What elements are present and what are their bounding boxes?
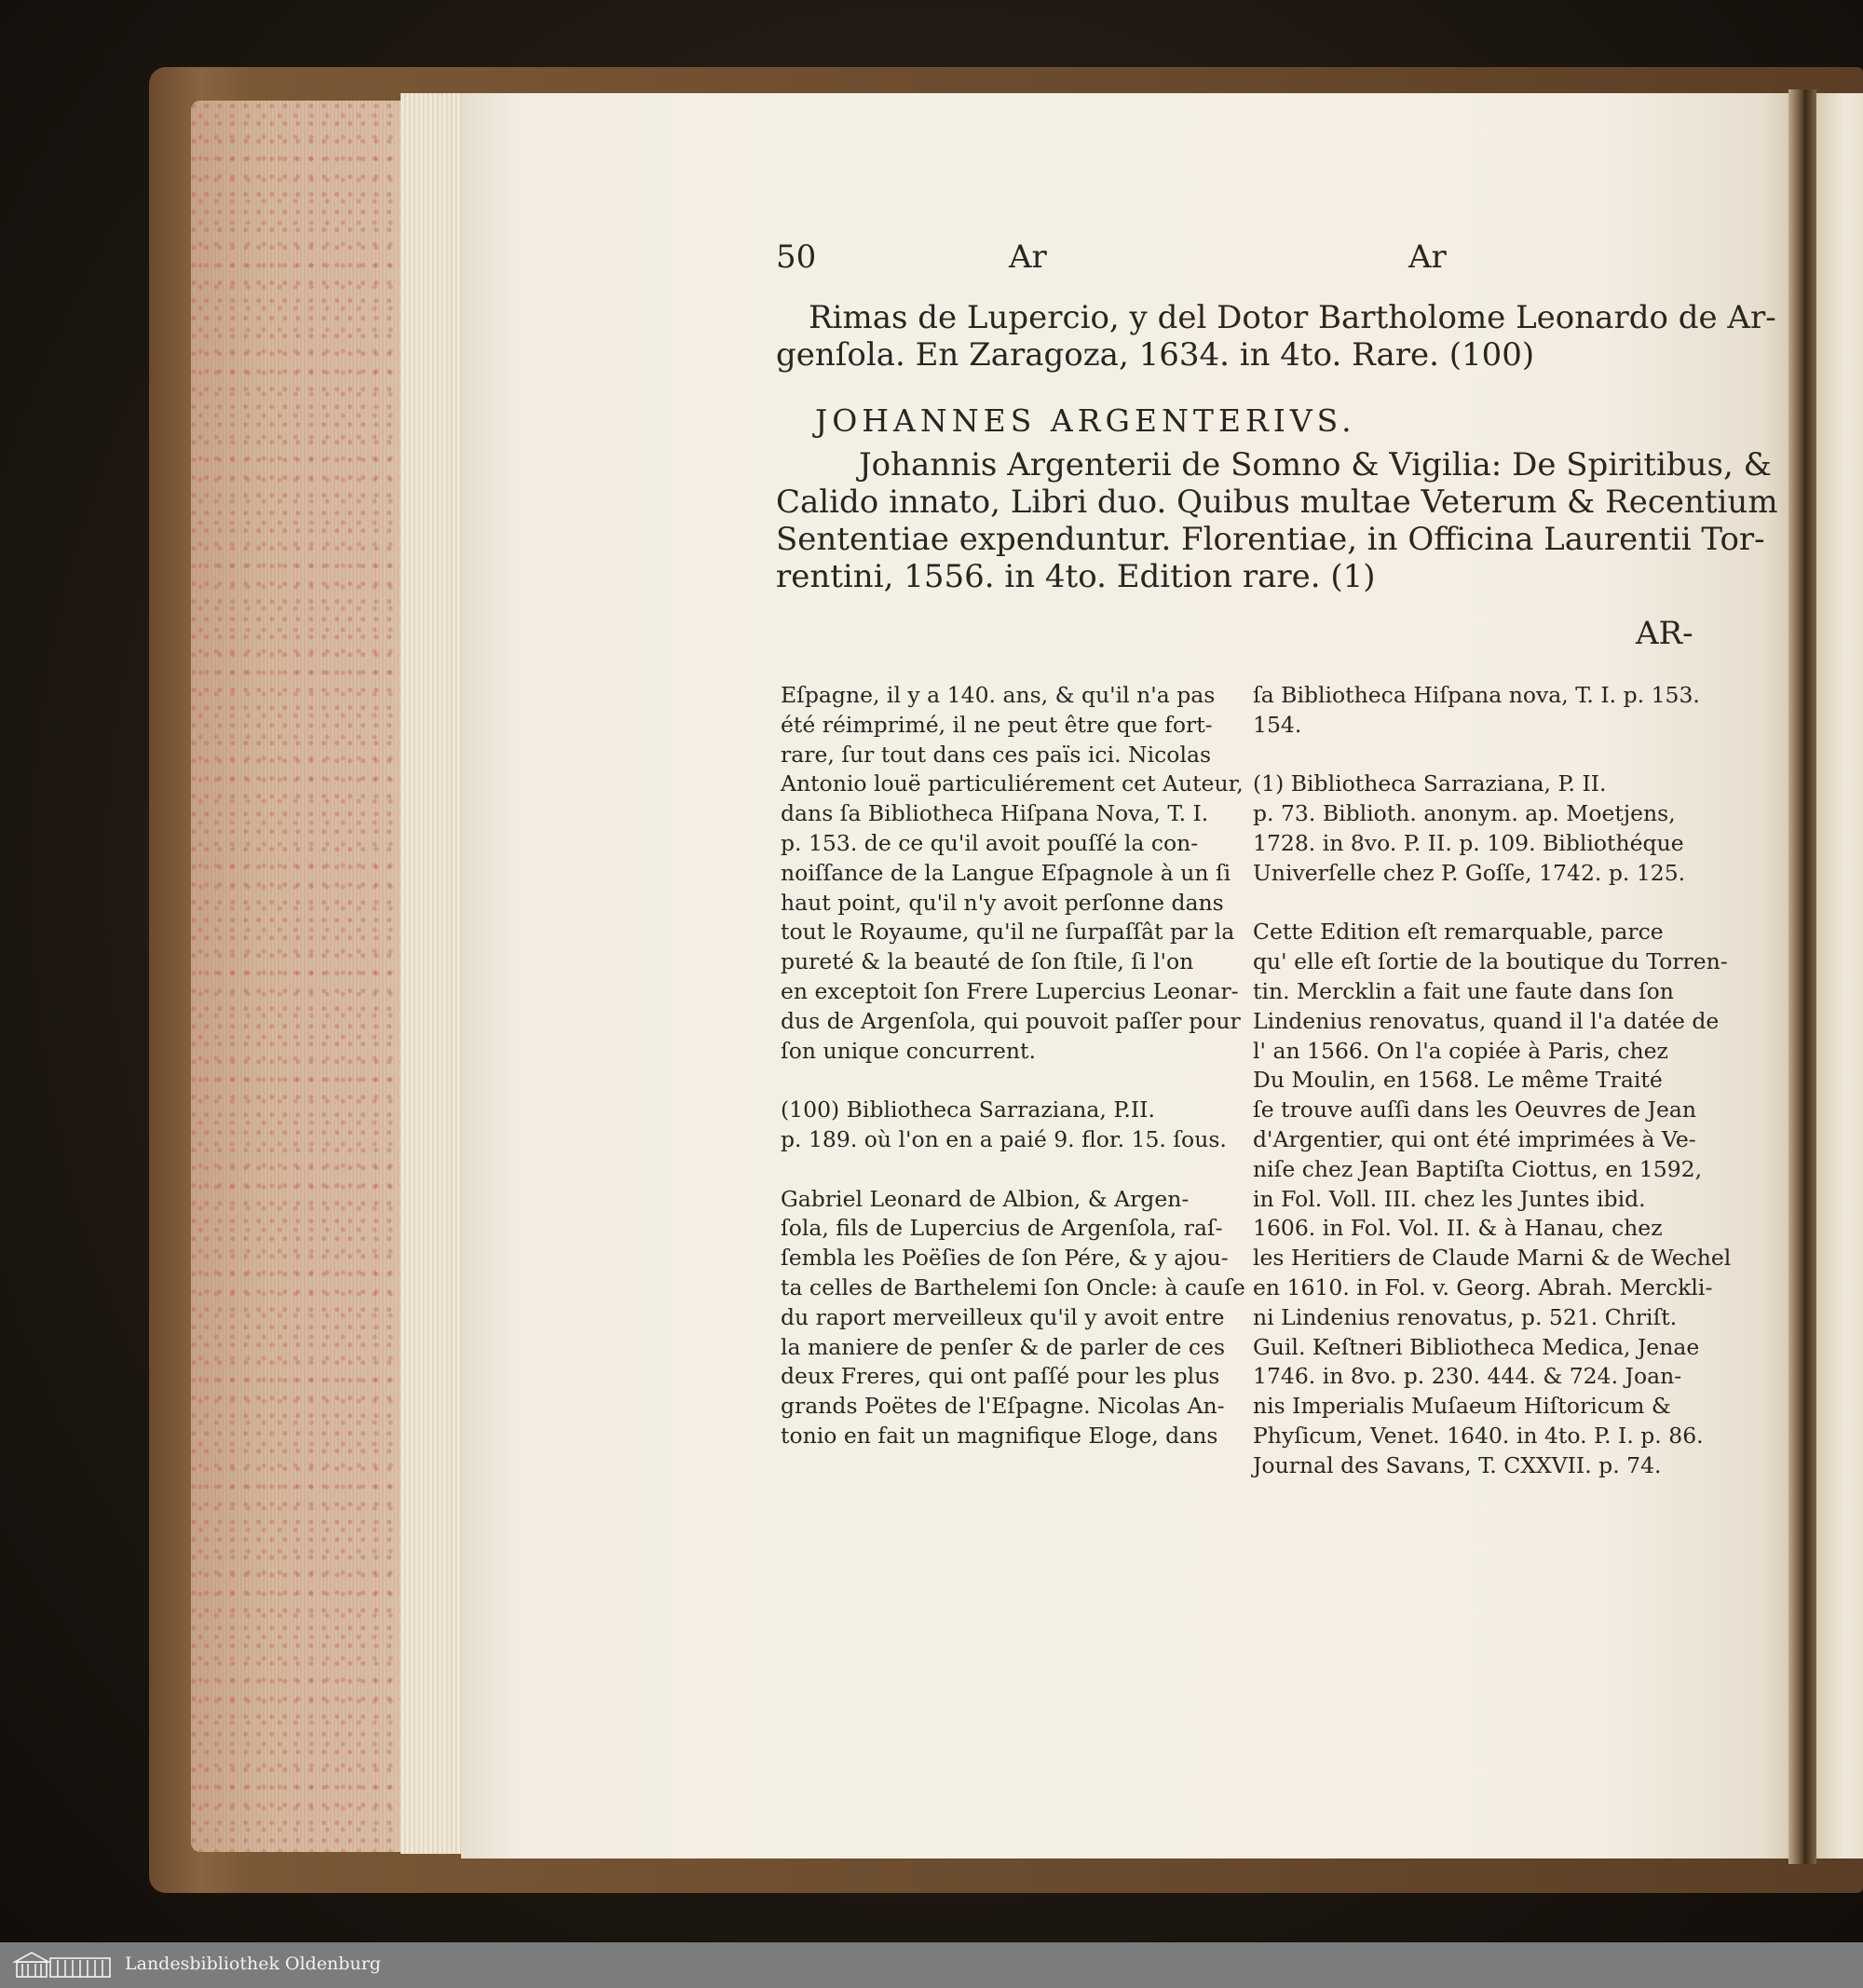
page-stack (401, 93, 466, 1854)
footnote-line: Journal des Savans, T. CXXVII. p. 74. (1253, 1451, 1662, 1478)
footnote-line: ſa Bibliotheca Hiſpana nova, T. I. p. 153. (1253, 682, 1700, 708)
running-head-right: Ar (1408, 238, 1447, 276)
entry-line: Sententiae expenduntur. Florentiae, in Officina Laurentii Tor- (776, 521, 1765, 558)
footnote-line: l' an 1566. On l'a copiée à Paris, chez (1253, 1037, 1668, 1064)
footnote-line: ſola, fils de Lupercius de Argenſola, raſ- (781, 1215, 1223, 1242)
footnote-line: tin. Mercklin a fait une faute dans ſon (1253, 977, 1674, 1004)
footnote-line: Gabriel Leonard de Albion, & Argen- (781, 1185, 1190, 1212)
entry-line: Calido innato, Libri duo. Quibus multae Veterum & Recentium (776, 483, 1778, 521)
footnote-line: ſon unique concurrent. (781, 1037, 1036, 1064)
footnote-line: tout le Royaume, qu'il ne ſurpaſſât par la (781, 919, 1235, 946)
footnote-line: dans ſa Bibliotheca Hiſpana Nova, T. I. (781, 800, 1209, 827)
footnote-line: in Fol. Voll. III. chez les Juntes ibid. (1253, 1185, 1646, 1212)
facing-page-edge (1816, 93, 1863, 1859)
footnote-line: en exceptoit ſon Frere Lupercius Leonar- (781, 977, 1239, 1004)
footnote-line: p. 189. où l'on en a paié 9. flor. 15. ſous. (781, 1125, 1227, 1152)
footnote-line: pureté & la beauté de ſon ſtile, ſi l'on (781, 948, 1194, 975)
footnote-line: 154. (1253, 711, 1302, 738)
top-line: Rimas de Lupercio, y del Dotor Bartholome Leonardo de Ar- (809, 299, 1776, 336)
footnote-line: 1746. in 8vo. p. 230. 444. & 724. Joan- (1253, 1363, 1682, 1390)
library-building-icon (11, 1949, 116, 1981)
footnote-line: noiſſance de la Langue Eſpagnole à un ſi (781, 859, 1231, 886)
footnote-line: p. 73. Biblioth. anonym. ap. Moetjens, (1253, 800, 1676, 827)
footnote-line: d'Argentier, qui ont été imprimées à Ve- (1253, 1125, 1696, 1152)
footnote-line: (1) Bibliotheca Sarraziana, P. II. (1253, 770, 1607, 797)
footnote-line (1253, 741, 1731, 770)
footnote-line: rare, ſur tout dans ces païs ici. Nicolas (781, 741, 1212, 768)
footnote-line: tonio en fait un magnifique Eloge, dans (781, 1422, 1218, 1449)
footnote-line: ſe trouve auſſi dans les Oeuvres de Jean (1253, 1096, 1697, 1123)
footnote-line: Cette Edition eſt remarquable, parce (1253, 919, 1664, 946)
footnote-line: niſe chez Jean Baptiſta Ciottus, en 1592, (1253, 1155, 1703, 1182)
footnote-line (1253, 889, 1731, 919)
footnote-line: ni Lindenius renovatus, p. 521. Chriſt. (1253, 1303, 1678, 1330)
footnote-line (781, 1155, 1245, 1185)
footer-bar (0, 1942, 1863, 1988)
entry-line: Johannis Argenterii de Somno & Vigilia: De Spiritibus, & (859, 446, 1772, 483)
catchword: AR- (1636, 615, 1693, 652)
footnote-line: dus de Argenſola, qui pouvoit paſſer pour (781, 1007, 1241, 1034)
footnote-line: 1728. in 8vo. P. II. p. 109. Bibliothéque (1253, 829, 1684, 856)
institution-name: Landesbibliothek Oldenburg (125, 1954, 381, 1974)
footnote-line: haut point, qu'il n'y avoit perſonne dans (781, 889, 1224, 916)
footnote-line: Phyſicum, Venet. 1640. in 4to. P. I. p. 86. (1253, 1422, 1704, 1449)
footnote-line: les Heritiers de Claude Marni & de Wechel (1253, 1245, 1732, 1272)
right-footnote-column (1253, 681, 1731, 1481)
left-footnote-column (781, 681, 1245, 1451)
entry-line: rentini, 1556. in 4to. Edition rare. (1) (776, 558, 1376, 595)
footnote-line: p. 153. de ce qu'il avoit pouſſé la con- (781, 829, 1199, 856)
book-gutter (1788, 89, 1816, 1864)
entry-heading: JOHANNES ARGENTERIVS. (815, 402, 1356, 439)
footnote-line: Eſpagne, il y a 140. ans, & qu'il n'a pas (781, 682, 1216, 708)
footnote-line: ta celles de Barthelemi ſon Oncle: à cauſe (781, 1273, 1245, 1300)
footnote-line: en 1610. in Fol. v. Georg. Abrah. Merckli- (1253, 1273, 1713, 1300)
footnote-line: Univerſelle chez P. Goſſe, 1742. p. 125. (1253, 859, 1686, 886)
footnote-line: (100) Bibliotheca Sarraziana, P.II. (781, 1096, 1155, 1123)
footnote-line (781, 1066, 1245, 1096)
footnote-line: nis Imperialis Muſaeum Hiſtoricum & (1253, 1393, 1671, 1420)
footnote-line: Guil. Keſtneri Bibliotheca Medica, Jenae (1253, 1333, 1700, 1360)
footnote-line: Antonio louë particuliérement cet Auteur, (781, 770, 1244, 797)
footnote-line: ſembla les Poëſies de ſon Pére, & y ajou- (781, 1245, 1229, 1272)
footnote-line: la maniere de penſer & de parler de ces (781, 1333, 1226, 1360)
page-number: 50 (776, 238, 817, 276)
footnote-line: été réimprimé, il ne peut être que fort- (781, 711, 1213, 738)
footnote-line: 1606. in Fol. Vol. II. & à Hanau, chez (1253, 1215, 1663, 1242)
running-head-left: Ar (1009, 238, 1047, 276)
footnote-line: grands Poëtes de l'Eſpagne. Nicolas An- (781, 1393, 1225, 1420)
footnote-line: du raport merveilleux qu'il y avoit entre (781, 1303, 1225, 1330)
footnote-line: Lindenius renovatus, quand il l'a datée de (1253, 1007, 1720, 1034)
top-line: genſola. En Zaragoza, 1634. in 4to. Rare. (100) (776, 336, 1535, 374)
footnote-line: qu' elle eſt ſortie de la boutique du Torren- (1253, 948, 1728, 975)
footnote-line: deux Freres, qui ont paſſé pour les plus (781, 1363, 1220, 1390)
footnote-line: Du Moulin, en 1568. Le même Traité (1253, 1067, 1663, 1094)
